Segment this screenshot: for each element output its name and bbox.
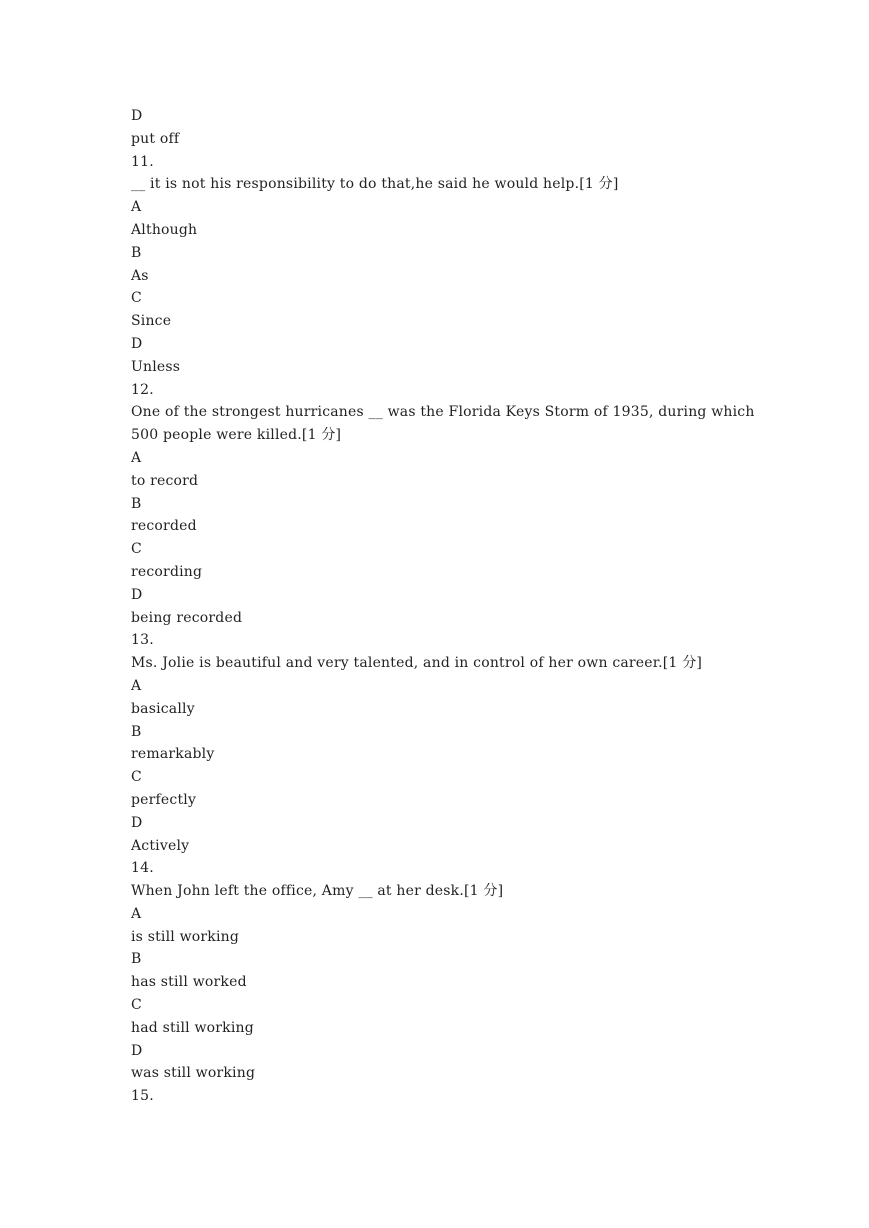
option-letter: B [131, 495, 142, 512]
question-number: 11. [131, 153, 154, 170]
option-letter: D [131, 814, 143, 831]
option-text: to record [131, 472, 199, 489]
question-text: Ms. Jolie is beautiful and very talented, and in control of her own career.[1 分] [131, 655, 703, 672]
option-text: had still working [131, 1019, 254, 1036]
question-text: One of the strongest hurricanes __ was the Florida Keys Storm of 1935, during which [131, 404, 755, 421]
option-text: Although [131, 221, 198, 238]
question-text: __ it is not his responsibility to do that,he said he would help.[1 分] [131, 176, 619, 193]
option-letter: A [131, 449, 142, 466]
option-letter: A [131, 199, 142, 216]
option-text: being recorded [131, 609, 243, 626]
question-number: 13. [131, 632, 154, 649]
option-text: basically [131, 700, 195, 717]
option-letter: C [131, 769, 142, 786]
option-letter: B [131, 951, 142, 968]
option-text: Unless [131, 358, 181, 375]
option-text: remarkably [131, 746, 215, 763]
option-letter: C [131, 290, 142, 307]
option-letter: A [131, 677, 142, 694]
option-letter: D [131, 1042, 143, 1059]
question-text: When John left the office, Amy __ at her desk.[1 分] [131, 883, 504, 900]
option-letter: C [131, 997, 142, 1014]
option-text: was still working [131, 1065, 256, 1082]
option-text: perfectly [131, 791, 197, 808]
option-text: As [131, 267, 149, 284]
option-letter: A [131, 905, 142, 922]
option-letter: D [131, 335, 143, 352]
option-letter: B [131, 244, 142, 261]
option-letter: C [131, 541, 142, 558]
question-number: 12. [131, 381, 154, 398]
option-text: Actively [131, 837, 190, 854]
question-number: 14. [131, 860, 154, 877]
option-letter: D [131, 108, 143, 124]
option-letter: D [131, 586, 143, 603]
question-text-continued: 500 people were killed.[1 分] [131, 427, 342, 444]
option-text: recorded [131, 518, 197, 535]
option-letter: B [131, 723, 142, 740]
option-text: put off [131, 130, 180, 147]
option-text: Since [131, 313, 172, 330]
question-number: 15. [131, 1088, 154, 1105]
document-page [131, 105, 831, 1108]
option-text: recording [131, 563, 203, 580]
option-text: is still working [131, 928, 240, 945]
option-text: has still worked [131, 974, 247, 991]
